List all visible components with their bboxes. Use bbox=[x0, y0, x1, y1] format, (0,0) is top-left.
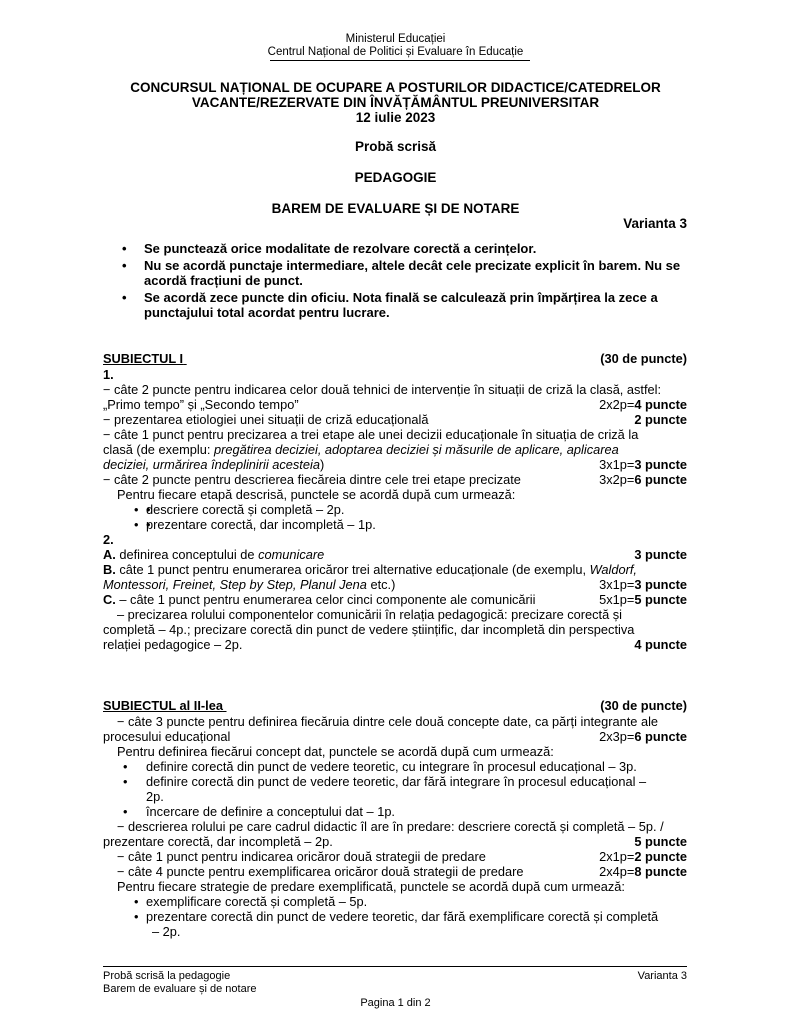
s2-item-1-line1: − câte 3 puncte pentru definirea fiecăruia dintre cele două concepte date, ca părți integrante ale bbox=[117, 714, 659, 729]
subject-2-title: SUBIECTUL al II-lea bbox=[103, 698, 223, 713]
s1-item-4-sub: Pentru fiecare etapă descrisă, punctele se acordă după cum urmează: bbox=[117, 487, 516, 502]
s2-item-1-bullet-2-cont: 2p. bbox=[146, 789, 164, 804]
s2-item-3-score: 2x1p=2 puncte bbox=[599, 849, 687, 864]
s1-C-line3: completă – 4p.; precizare corectă din punct de vedere științific, dar incompletă din perspectiva bbox=[103, 622, 635, 637]
s1-C-line2: – precizarea rolului componentelor comunicării în relația pedagogică: precizare corectă și bbox=[117, 607, 623, 622]
center-header: Centrul Național de Politici și Evaluare în Educație bbox=[267, 46, 524, 58]
s2-item-1-score: 2x3p=6 puncte bbox=[599, 729, 687, 744]
s1-item-4-bullet-2: • • prezentare corectă, dar incompletă – 1p. bbox=[103, 517, 687, 532]
s2-item-4-bullet-2-cont: – 2p. bbox=[152, 924, 181, 939]
footer-variant: Varianta 3 bbox=[637, 970, 687, 982]
s2-item-4-bullet-2: • prezentare corectă din punct de vedere teoretic, dar fără exemplificare corectă și completă bbox=[134, 909, 659, 924]
question-2-number: 2. bbox=[103, 532, 114, 547]
s1-item-3-line3: deciziei, urmărirea îndeplinirii acesteia) 3x1p=3 puncte bbox=[103, 457, 687, 472]
rule-item: • Nu se acordă punctaje intermediare, altele decât cele precizate explicit în barem. Nu se acordă fracțiuni de punct. bbox=[118, 258, 688, 288]
s1-B-line2: Montessori, Freinet, Step by Step, Planul Jena etc.) 3x1p=3 puncte bbox=[103, 577, 687, 592]
s1-item-2-text: − prezentarea etiologiei unei situații de criză educațională bbox=[103, 412, 429, 427]
subject-2-heading bbox=[103, 698, 687, 714]
s2-item-4-score: 2x4p=8 puncte bbox=[599, 864, 687, 879]
s2-item-2-line1: − descrierea rolului pe care cadrul didactic îl are în predare: descriere corectă și completă – 5p. / bbox=[117, 819, 664, 834]
s1-B-score: 3x1p=3 puncte bbox=[599, 577, 687, 592]
page-number: Pagina 1 din 2 bbox=[360, 997, 431, 1009]
s1-C-score2: 4 puncte bbox=[634, 637, 687, 652]
s1-item-4-text: − câte 2 puncte pentru descrierea fiecăreia dintre cele trei etape precizate bbox=[103, 472, 521, 487]
rule-item: • Se acordă zece puncte din oficiu. Nota finală se calculează prin împărțirea la zece a punctajului total acordat pentru lucrare. bbox=[118, 290, 688, 320]
proba-label: Probă scrisă bbox=[354, 139, 437, 154]
s1-item-4 bbox=[103, 472, 687, 487]
s1-C-score: 5x1p=5 puncte bbox=[599, 592, 687, 607]
ministry-header: Ministerul Educației bbox=[345, 33, 446, 45]
s1-C-line1: C. – câte 1 punct pentru enumerarea celor cinci componente ale comunicării 5x1p=5 puncte bbox=[103, 592, 687, 607]
s2-item-1-bullet-2: • definire corectă din punct de vedere teoretic, dar fără integrare în procesul educațional – bbox=[123, 774, 647, 789]
s1-item-2 bbox=[103, 412, 687, 427]
header-divider bbox=[270, 60, 530, 61]
s1-item-1-score: 2x2p=4 puncte bbox=[599, 397, 687, 412]
variant-label: Varianta 3 bbox=[623, 216, 687, 231]
s2-item-4: − câte 4 puncte pentru exemplificarea oricăror două strategii de predare 2x4p=8 puncte bbox=[117, 864, 687, 879]
subject-1-heading bbox=[103, 351, 687, 367]
s1-item-1-line1: − câte 2 puncte pentru indicarea celor două tehnici de intervenție în situații de criză la clasă, astfel: bbox=[103, 382, 662, 397]
question-1-number: 1. bbox=[103, 367, 114, 382]
s1-C-line4: relației pedagogice – 2p. 4 puncte bbox=[103, 637, 687, 652]
barem-title: BAREM DE EVALUARE ȘI DE NOTARE bbox=[271, 201, 520, 216]
s1-item-1-line2 bbox=[103, 397, 687, 412]
subject-1-points: (30 de puncte) bbox=[600, 351, 687, 366]
s1-B-line1: B. câte 1 punct pentru enumerarea oricăror trei alternative educaționale (de exemplu, Waldorf, bbox=[103, 562, 637, 577]
s1-item-1-text: „Primo tempo” și „Secondo tempo” bbox=[103, 397, 299, 412]
s1-A-score: 3 puncte bbox=[634, 547, 687, 562]
subject-1-section bbox=[103, 351, 687, 652]
s2-item-1-bullet-1: • definire corectă din punct de vedere teoretic, cu integrare în procesul educațional – 3p. bbox=[123, 759, 637, 774]
s2-item-1-line2: procesului educațional 2x3p=6 puncte bbox=[103, 729, 687, 744]
s1-item-3-line1: − câte 1 punct pentru precizarea a trei etape ale unei decizii educaționale în situația de criză la bbox=[103, 427, 639, 442]
s1-item-4-bullet-1: • • descriere corectă și completă – 2p. bbox=[103, 502, 687, 517]
s2-item-1-sub: Pentru definirea fiecărui concept dat, punctele se acordă după cum urmează: bbox=[117, 744, 554, 759]
s1-A: A. definirea conceptului de comunicare 3 puncte bbox=[103, 547, 687, 562]
s1-item-3-line2: clasă (de exemplu: pregătirea deciziei, adoptarea deciziei și măsurile de aplicare, aplicarea bbox=[103, 442, 619, 457]
subject-title: PEDAGOGIE bbox=[354, 170, 437, 185]
s2-item-4-bullet-1: • exemplificare corectă și completă – 5p. bbox=[134, 894, 368, 909]
rule-item: • Se punctează orice modalitate de rezolvare corectă a cerințelor. bbox=[118, 241, 688, 256]
s2-item-3: − câte 1 punct pentru indicarea oricăror două strategii de predare 2x1p=2 puncte bbox=[117, 849, 687, 864]
title-date: 12 iulie 2023 bbox=[355, 110, 436, 125]
footer-left-2: Barem de evaluare și de notare bbox=[103, 983, 257, 995]
subject-1-title: SUBIECTUL I bbox=[103, 351, 184, 366]
footer-divider bbox=[103, 966, 687, 967]
s1-item-3-score: 3x1p=3 puncte bbox=[599, 457, 687, 472]
s1-item-4-score: 3x2p=6 puncte bbox=[599, 472, 687, 487]
s1-item-2-score: 2 puncte bbox=[634, 412, 687, 427]
title-line1: CONCURSUL NAȚIONAL DE OCUPARE A POSTURILOR DIDACTICE/CATEDRELOR bbox=[130, 80, 661, 95]
s2-item-1-bullet-3: • încercare de definire a conceptului dat – 1p. bbox=[123, 804, 395, 819]
s2-item-2-score: 5 puncte bbox=[634, 834, 687, 849]
title-line2: VACANTE/REZERVATE DIN ÎNVĂȚĂMÂNTUL PREUNIVERSITAR bbox=[191, 95, 600, 110]
rules-list bbox=[118, 241, 688, 322]
s2-item-2-line2: prezentare corectă, dar incompletă – 2p. 5 puncte bbox=[103, 834, 687, 849]
subject-2-points: (30 de puncte) bbox=[600, 698, 687, 713]
s2-item-4-sub: Pentru fiecare strategie de predare exemplificată, punctele se acordă după cum urmează: bbox=[117, 879, 625, 894]
footer-left-1: Probă scrisă la pedagogie bbox=[103, 970, 231, 982]
subject-2-section bbox=[103, 698, 687, 939]
